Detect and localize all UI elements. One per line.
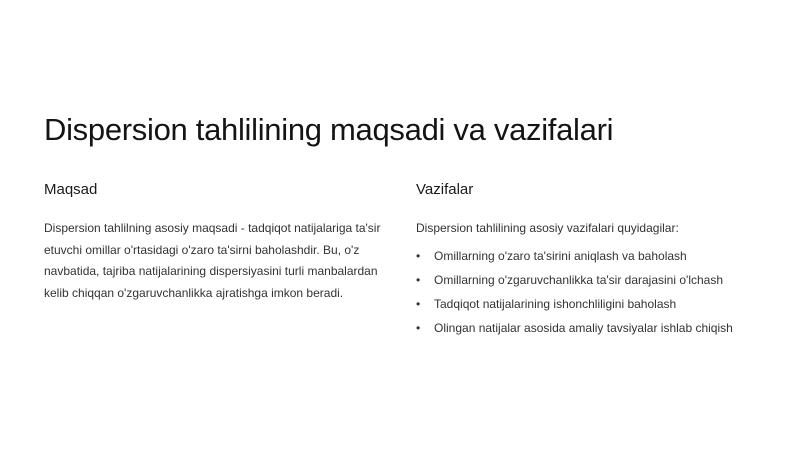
slide-title: Dispersion tahlilining maqsadi va vazifalari (44, 112, 614, 147)
list-item-text: Omillarning o'zgaruvchanlikka ta'sir darajasini o'lchash (434, 273, 724, 287)
list-item (416, 268, 776, 292)
list-item-text: Omillarning o'zaro ta'sirini aniqlash va baholash (434, 249, 687, 263)
list-item (416, 316, 776, 340)
bullet-icon: • (416, 249, 421, 263)
tasks-list (416, 244, 776, 340)
list-item (416, 244, 776, 268)
goal-heading: Maqsad (44, 181, 98, 198)
bullet-icon: • (416, 321, 421, 335)
list-item (416, 292, 776, 316)
list-item-text: Olingan natijalar asosida amaliy tavsiyalar ishlab chiqish (434, 321, 733, 335)
bullet-icon: • (416, 297, 421, 311)
tasks-column (416, 180, 776, 340)
tasks-intro: Dispersion tahlilining asosiy vazifalari quyidagilar: (416, 221, 679, 235)
goal-paragraph: Dispersion tahlilning asosiy maqsadi - tadqiqot natijalariga ta'sir etuvchi omillar o'rtasidagi o'zaro ta'sirni baholashdir. Bu, o'z navbatida, tajriba natijalarining dispersiyasini turli manbalardan kelib chiqqan o'zgaruvchanlikka ajratishga imkon beradi. (44, 221, 381, 300)
tasks-heading: Vazifalar (416, 181, 474, 198)
list-item-text: Tadqiqot natijalarining ishonchliligini baholash (434, 297, 677, 311)
bullet-icon: • (416, 273, 421, 287)
goal-column (44, 180, 394, 304)
